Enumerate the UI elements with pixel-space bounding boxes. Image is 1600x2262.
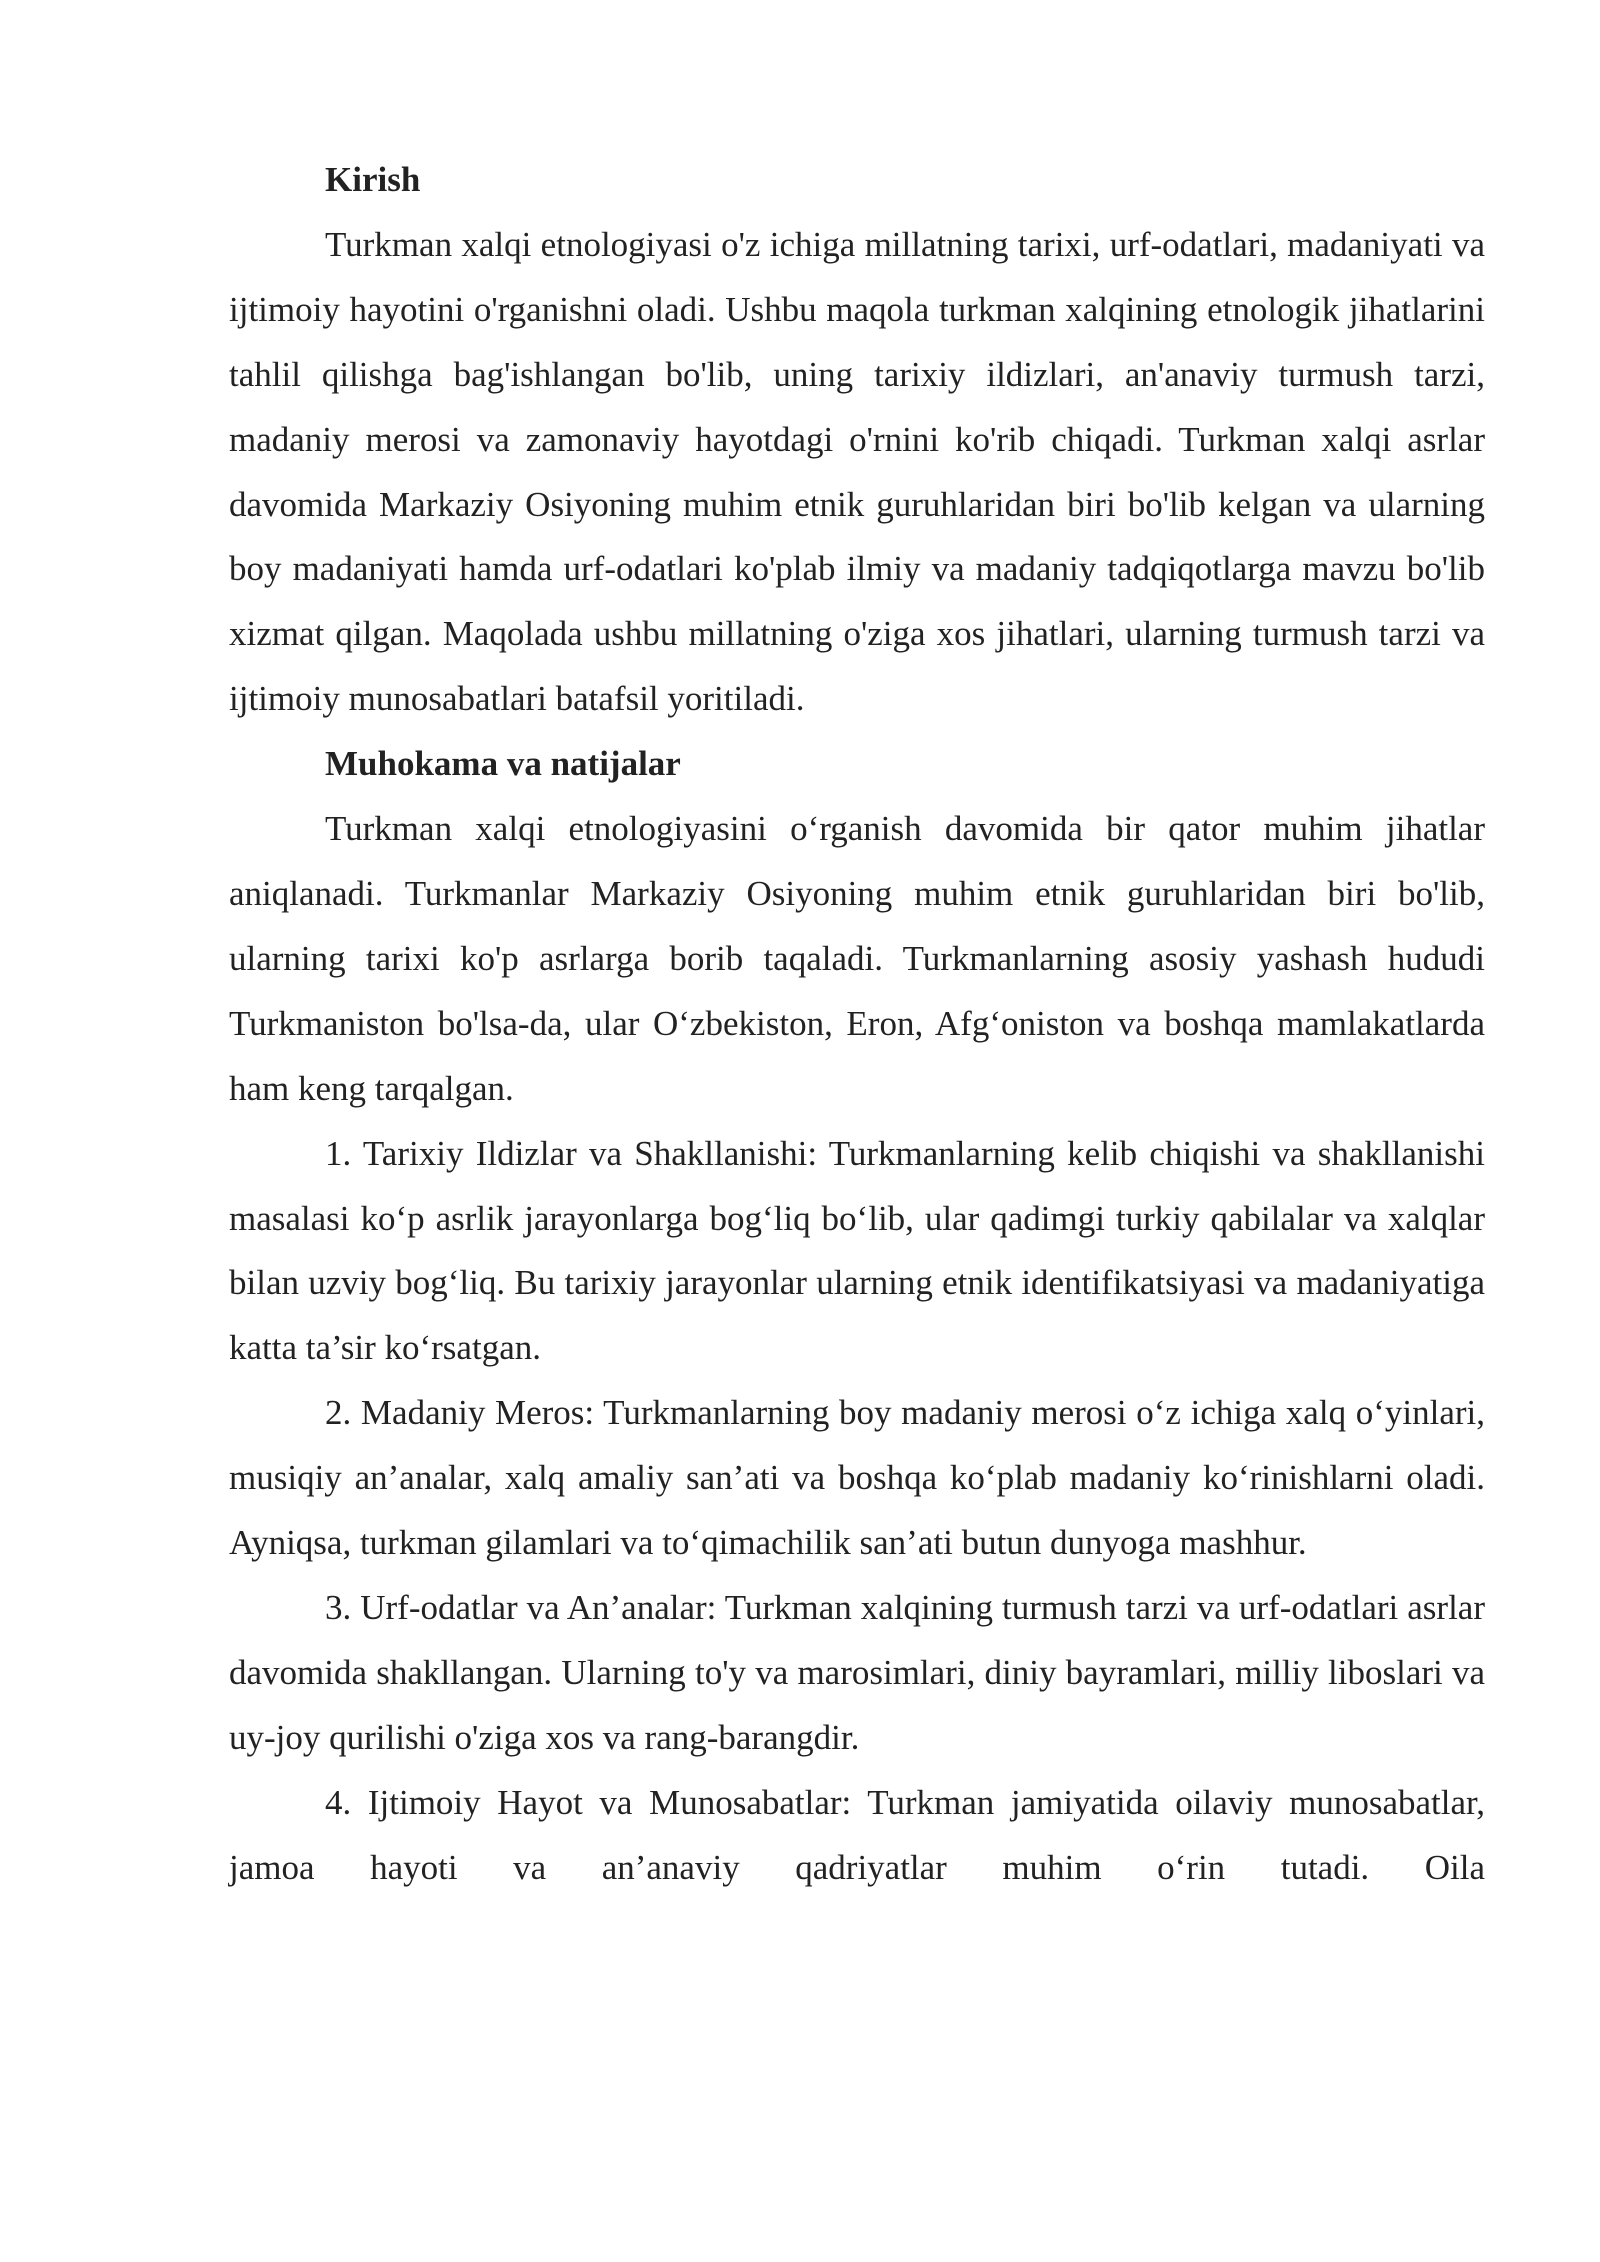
discussion-heading: Muhokama va natijalar [325,744,681,784]
list-item: 1. Tarixiy Ildizlar va Shakllanishi: Turkmanlarning kelib chiqishi va shakllanishi masalasi ko‘p asrlik jarayonlarga bog‘liq bo‘lib, ular qadimgi turkiy qabilalar va xalqlar bilan uzviy bog‘liq. Bu tarixiy jarayonlar ularning etnik identifikatsiyasi va madaniyatiga katta ta’sir ko‘rsatgan. [229,1133,1485,1368]
list-item: 3. Urf-odatlar va An’analar: Turkman xalqining turmush tarzi va urf-odatlari asrlar davomida shakllangan. Ularning to'y va marosimlari, diniy bayramlari, milliy liboslari va uy-joy qurilishi o'ziga xos va rang-barangdir. [229,1587,1485,1757]
list-item: 4. Ijtimoiy Hayot va Munosabatlar: Turkman jamiyatida oilaviy munosabatlar, jamoa hayoti va an’anaviy qadriyatlar muhim o‘rin tutadi. Oila [229,1782,1485,1887]
intro-paragraph: Turkman xalqi etnologiyasi o'z ichiga millatning tarixi, urf-odatlari, madaniyati va ijtimoiy hayotini o'rganishni oladi. Ushbu maqola turkman xalqining etnologik jihatlarini tahlil qilishga bag'ishlangan bo'lib, uning tarixiy ildizlari, an'anaviy turmush tarzi, madaniy merosi va zamonaviy hayotdagi o'rnini ko'rib chiqadi. Turkman xalqi asrlar davomida Markaziy Osiyoning muhim etnik guruhlaridan biri bo'lib kelgan va ularning boy madaniyati hamda urf-odatlari ko'plab ilmiy va madaniy tadqiqotlarga mavzu bo'lib xizmat qilgan. Maqolada ushbu millatning o'ziga xos jihatlari, ularning turmush tarzi va ijtimoiy munosabatlari batafsil yoritiladi. [229,224,1485,719]
discussion-paragraph: Turkman xalqi etnologiyasini o‘rganish davomida bir qator muhim jihatlar aniqlanadi. Turkmanlar Markaziy Osiyoning muhim etnik guruhlaridan biri bo'lib, ularning tarixi ko'p asrlarga borib taqaladi. Turkmanlarning asosiy yashash hududi Turkmaniston bo'lsa-da, ular O‘zbekiston, Eron, Afg‘oniston va boshqa mamlakatlarda ham keng tarqalgan. [229,809,1485,1108]
document-page [229,148,1485,1900]
intro-heading: Kirish [325,160,421,199]
list-item: 2. Madaniy Meros: Turkmanlarning boy madaniy merosi o‘z ichiga xalq o‘yinlari, musiqiy an’analar, xalq amaliy san’ati va boshqa ko‘plab madaniy ko‘rinishlarni oladi. Ayniqsa, turkman gilamlari va to‘qimachilik san’ati butun dunyoga mashhur. [229,1393,1485,1563]
